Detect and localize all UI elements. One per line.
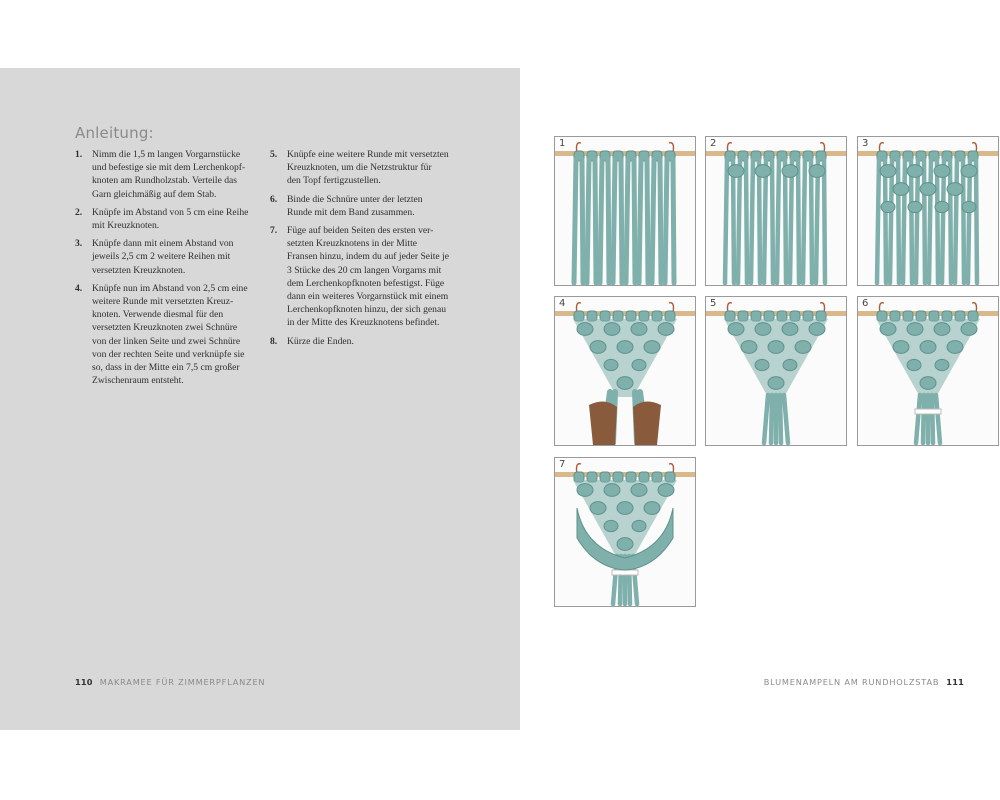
macrame-photo	[858, 137, 998, 285]
knot	[920, 183, 936, 196]
knot	[881, 201, 895, 212]
steps-column-2	[270, 148, 456, 353]
step-number: 7.	[270, 225, 278, 237]
knot	[782, 165, 798, 178]
macrame-photo	[706, 297, 846, 445]
ribbon-wrap	[915, 409, 941, 414]
photo-label: 4	[557, 298, 568, 311]
knot	[907, 165, 923, 178]
knot	[632, 359, 646, 370]
step-number: 5.	[270, 149, 278, 160]
macrame-photo	[555, 458, 695, 606]
knot	[934, 323, 950, 336]
running-title: BLUMENAMPELN AM RUNDHOLZSTAB	[763, 677, 940, 687]
step-photo-3	[857, 136, 999, 286]
step-text: Knüpfe nun im Abstand von 2,5 cm eine weitere Runde mit versetzten Kreuz- knoten. Verwende diesmal für den versetzten Kreuzknoten zwei Schnüre von der linken Seite und zwei Schnüre von der rechten Seite und verknüpfe sie so, dass in der Mitte ein 7,5 cm großer Zwischenraum entsteht.	[92, 282, 248, 387]
knot	[617, 538, 633, 551]
knot	[783, 359, 797, 370]
knot	[604, 520, 618, 531]
photo-label: 7	[557, 459, 568, 472]
knot	[880, 165, 896, 178]
knot	[935, 359, 949, 370]
knot	[947, 341, 963, 354]
photo-label: 5	[708, 298, 719, 311]
macrame-photo	[555, 297, 695, 445]
step-text: Knüpfe dann mit einem Abstand von jeweils 2,5 cm 2 weitere Reihen mit versetzten Kreuzknoten.	[92, 238, 234, 276]
knot	[907, 323, 923, 336]
step-text: Knüpfe eine weitere Runde mit versetzten Kreuzknoten, um die Netzstruktur für den Topf fertigzustellen.	[287, 149, 449, 187]
step-item	[270, 224, 456, 330]
knot	[809, 323, 825, 336]
step-text: Nimm die 1,5 m langen Vorgarnstücke und befestige sie mit dem Lerchenkopf- knoten am Rundholzstab. Verteile das Garn gleichmäßig auf dem Stab.	[92, 149, 246, 200]
macrame-photo	[555, 137, 695, 285]
step-number: 4.	[75, 282, 83, 294]
step-text: Kürze die Enden.	[287, 335, 354, 347]
macrame-photo	[706, 137, 846, 285]
photo-label: 6	[860, 298, 871, 311]
photo-label: 3	[860, 138, 871, 151]
right-page	[520, 68, 1000, 730]
knot	[755, 165, 771, 178]
knot	[631, 484, 647, 497]
step-item	[270, 335, 456, 348]
steps-column-1	[75, 148, 253, 392]
knot	[604, 323, 620, 336]
knot	[658, 323, 674, 336]
step-number: 3.	[75, 238, 83, 250]
step-photo-2	[705, 136, 847, 286]
knot	[947, 183, 963, 196]
step-item	[270, 148, 456, 188]
knot	[604, 359, 618, 370]
running-title: MAKRAMEE FÜR ZIMMERPFLANZEN	[99, 677, 266, 687]
step-photo-6	[857, 296, 999, 446]
knot	[768, 377, 784, 390]
knot	[809, 165, 825, 178]
knot	[880, 323, 896, 336]
knot	[728, 165, 744, 178]
knot	[617, 341, 633, 354]
left-page	[0, 68, 520, 730]
page-number: 110	[75, 677, 93, 687]
page-number: 111	[946, 677, 964, 687]
knot	[604, 484, 620, 497]
knot	[961, 323, 977, 336]
knot	[893, 341, 909, 354]
knot	[590, 341, 606, 354]
knot	[795, 341, 811, 354]
step-item	[75, 148, 253, 201]
knot	[962, 201, 976, 212]
knot	[893, 183, 909, 196]
step-photo-1	[554, 136, 696, 286]
knot	[768, 341, 784, 354]
knot	[617, 502, 633, 515]
step-item	[75, 237, 253, 277]
knot	[908, 201, 922, 212]
knot	[728, 323, 744, 336]
step-number: 6.	[270, 193, 278, 205]
knot	[631, 323, 647, 336]
step-text: Binde die Schnüre unter der letzten Runde mit dem Band zusammen.	[287, 193, 423, 218]
knot	[644, 341, 660, 354]
step-text: Knüpfe im Abstand von 5 cm eine Reihe mit Kreuzknoten.	[92, 206, 249, 232]
step-number: 1.	[75, 149, 83, 160]
photo-label: 1	[557, 138, 568, 151]
knot	[920, 341, 936, 354]
left-page-footer	[75, 677, 265, 687]
step-photo-7	[554, 457, 696, 607]
hand-right	[633, 401, 661, 445]
knot	[755, 323, 771, 336]
step-photo-5	[705, 296, 847, 446]
knot	[577, 323, 593, 336]
instructions-heading: Anleitung:	[75, 124, 154, 142]
step-text: Füge auf beiden Seiten des ersten ver- setzten Kreuzknotens in der Mitte Fransen hinzu, indem du auf jeder Seite je 3 Stücke des 20 cm langen Vorgarns mit dem Lerchenkopfknoten befestigst. Füge dann ein weiteres Vorgarnstück mit einem Lerchenkopfknoten hinzu, der sich genau in der Mitte des Kreuzknotens befindet.	[287, 225, 449, 329]
right-page-footer	[764, 677, 964, 687]
knot	[741, 341, 757, 354]
step-item	[270, 193, 456, 219]
knot	[577, 484, 593, 497]
step-photo-4	[554, 296, 696, 446]
step-item	[75, 206, 253, 232]
knot	[935, 201, 949, 212]
knot	[920, 377, 936, 390]
photo-label: 2	[708, 138, 719, 151]
ribbon-wrap	[612, 570, 638, 575]
knot	[782, 323, 798, 336]
knot	[617, 377, 633, 390]
knot	[632, 520, 646, 531]
knot	[644, 502, 660, 515]
knot	[907, 359, 921, 370]
knot	[934, 165, 950, 178]
step-item	[75, 282, 253, 388]
step-number: 2.	[75, 206, 83, 218]
knot	[590, 502, 606, 515]
macrame-photo	[858, 297, 998, 445]
hand-left	[589, 401, 617, 445]
knot	[755, 359, 769, 370]
knot	[658, 484, 674, 497]
step-number: 8.	[270, 335, 278, 347]
knot	[961, 165, 977, 178]
